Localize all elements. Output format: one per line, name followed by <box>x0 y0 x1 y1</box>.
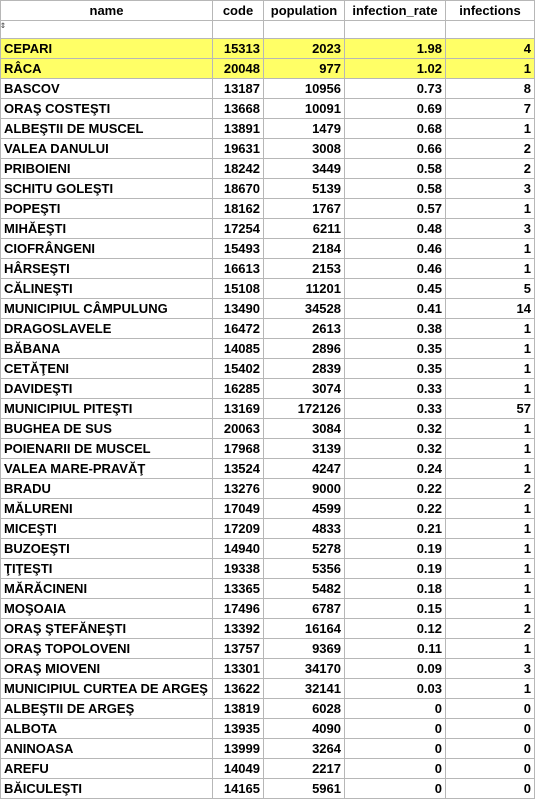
cell-code[interactable]: 15402 <box>213 359 264 379</box>
cell-infections[interactable]: 1 <box>446 319 535 339</box>
cell-code[interactable]: 14940 <box>213 539 264 559</box>
cell-population[interactable]: 2217 <box>264 759 345 779</box>
cell-infection-rate[interactable]: 0.11 <box>345 639 446 659</box>
cell-population[interactable]: 4247 <box>264 459 345 479</box>
cell-name[interactable]: ŢIŢEŞTI <box>1 559 213 579</box>
cell-infection-rate[interactable]: 0.35 <box>345 359 446 379</box>
cell-code[interactable]: 13392 <box>213 619 264 639</box>
table-row <box>1 679 535 699</box>
table-row <box>1 139 535 159</box>
cell-infection-rate[interactable]: 0.41 <box>345 299 446 319</box>
cell-infections[interactable]: 1 <box>446 679 535 699</box>
cell-infection-rate[interactable]: 0.22 <box>345 479 446 499</box>
cell-infection-rate[interactable]: 0 <box>345 719 446 739</box>
table-row <box>1 559 535 579</box>
table-row <box>1 639 535 659</box>
table-row <box>1 399 535 419</box>
cell-name[interactable]: BUZOEŞTI <box>1 539 213 559</box>
table-row <box>1 239 535 259</box>
table-row <box>1 179 535 199</box>
cell-name[interactable]: CĂLINEŞTI <box>1 279 213 299</box>
cell-code[interactable]: 14165 <box>213 779 264 799</box>
cell-code[interactable]: 13276 <box>213 479 264 499</box>
cell-infection-rate[interactable]: 0.48 <box>345 219 446 239</box>
table-row <box>1 79 535 99</box>
cell-infection-rate[interactable]: 0.69 <box>345 99 446 119</box>
cell-infection-rate[interactable]: 0.45 <box>345 279 446 299</box>
table-row <box>1 379 535 399</box>
cell-name[interactable]: RÂCA <box>1 59 213 79</box>
cell-infection-rate[interactable]: 0.15 <box>345 599 446 619</box>
cell-population[interactable]: 3264 <box>264 739 345 759</box>
cell-population[interactable]: 4599 <box>264 499 345 519</box>
row-resize-cursor: ⇕ <box>0 20 7 31</box>
cell-infections[interactable]: 0 <box>446 739 535 759</box>
cell-infections[interactable]: 1 <box>446 359 535 379</box>
cell-infection-rate[interactable]: 0.58 <box>345 179 446 199</box>
cell-code[interactable]: 15108 <box>213 279 264 299</box>
cell-infection-rate[interactable]: 0.03 <box>345 679 446 699</box>
cell-population[interactable]: 5278 <box>264 539 345 559</box>
cell-code[interactable]: 13187 <box>213 79 264 99</box>
cell-infections[interactable]: 2 <box>446 139 535 159</box>
table-row <box>1 59 535 79</box>
cell-infections[interactable]: 1 <box>446 499 535 519</box>
table-row <box>1 519 535 539</box>
cell-name[interactable]: CIOFRÂNGENI <box>1 239 213 259</box>
cell-code[interactable]: 18242 <box>213 159 264 179</box>
cell-code[interactable]: 13365 <box>213 579 264 599</box>
cell-name[interactable]: DAVIDEŞTI <box>1 379 213 399</box>
cell-name[interactable]: POPEŞTI <box>1 199 213 219</box>
cell-infections[interactable]: 0 <box>446 699 535 719</box>
cell-infections[interactable]: 8 <box>446 79 535 99</box>
header-infections[interactable]: infections <box>446 1 535 21</box>
cell-code[interactable]: 14049 <box>213 759 264 779</box>
cell-infections[interactable]: 2 <box>446 479 535 499</box>
cell-name[interactable]: MUNICIPIUL CÂMPULUNG <box>1 299 213 319</box>
cell-infection-rate[interactable]: 0.19 <box>345 539 446 559</box>
table-row <box>1 319 535 339</box>
cell-infection-rate[interactable]: 0.66 <box>345 139 446 159</box>
cell-infection-rate[interactable]: 1.02 <box>345 59 446 79</box>
cell-infections[interactable]: 1 <box>446 459 535 479</box>
cell-population[interactable]: 2839 <box>264 359 345 379</box>
cell-code[interactable]: 19631 <box>213 139 264 159</box>
cell-name[interactable]: HÂRSEŞTI <box>1 259 213 279</box>
cell-population[interactable]: 172126 <box>264 399 345 419</box>
cell-code[interactable]: 13891 <box>213 119 264 139</box>
cell-infection-rate[interactable]: 0.46 <box>345 259 446 279</box>
cell-infection-rate[interactable]: 0.18 <box>345 579 446 599</box>
cell-infections[interactable]: 0 <box>446 759 535 779</box>
table-row <box>1 439 535 459</box>
cell-code[interactable]: 17209 <box>213 519 264 539</box>
cell-infection-rate[interactable]: 0 <box>345 699 446 719</box>
cell-name[interactable]: ORAŞ MIOVENI <box>1 659 213 679</box>
cell-population[interactable]: 1479 <box>264 119 345 139</box>
cell-infection-rate[interactable]: 0 <box>345 779 446 799</box>
cell-code[interactable]: 13622 <box>213 679 264 699</box>
cell-population[interactable]: 32141 <box>264 679 345 699</box>
cell-population[interactable]: 5139 <box>264 179 345 199</box>
empty-row <box>1 21 535 39</box>
cell-code[interactable]: 17496 <box>213 599 264 619</box>
cell-population[interactable]: 5961 <box>264 779 345 799</box>
cell-infections[interactable]: 5 <box>446 279 535 299</box>
cell-infections[interactable]: 4 <box>446 39 535 59</box>
table-row <box>1 99 535 119</box>
cell-code[interactable]: 13668 <box>213 99 264 119</box>
cell-name[interactable]: BĂICULEŞTI <box>1 779 213 799</box>
cell-population[interactable]: 16164 <box>264 619 345 639</box>
cell-infection-rate[interactable]: 0 <box>345 759 446 779</box>
cell-population[interactable]: 10956 <box>264 79 345 99</box>
cell-population[interactable]: 4090 <box>264 719 345 739</box>
cell-infections[interactable]: 1 <box>446 579 535 599</box>
cell-population[interactable]: 3139 <box>264 439 345 459</box>
cell-infections[interactable]: 1 <box>446 439 535 459</box>
header-population[interactable]: population <box>264 1 345 21</box>
cell-name[interactable]: BASCOV <box>1 79 213 99</box>
cell-name[interactable]: MOŞOAIA <box>1 599 213 619</box>
cell-population[interactable]: 6211 <box>264 219 345 239</box>
cell-name[interactable]: AREFU <box>1 759 213 779</box>
cell-code[interactable]: 20063 <box>213 419 264 439</box>
cell-code[interactable]: 13935 <box>213 719 264 739</box>
cell-code[interactable]: 16613 <box>213 259 264 279</box>
table-row <box>1 339 535 359</box>
header-infection-rate[interactable]: infection_rate <box>345 1 446 21</box>
cell-population[interactable]: 3084 <box>264 419 345 439</box>
cell-infection-rate[interactable]: 1.98 <box>345 39 446 59</box>
cell-infections[interactable]: 57 <box>446 399 535 419</box>
cell-infections[interactable]: 1 <box>446 59 535 79</box>
cell-population[interactable]: 2153 <box>264 259 345 279</box>
cell-name[interactable]: BRADU <box>1 479 213 499</box>
table-row <box>1 219 535 239</box>
table-row <box>1 659 535 679</box>
cell-infection-rate[interactable]: 0.58 <box>345 159 446 179</box>
cell-infections[interactable]: 0 <box>446 719 535 739</box>
cell-name[interactable]: VALEA DANULUI <box>1 139 213 159</box>
table-row <box>1 359 535 379</box>
cell-population[interactable]: 9000 <box>264 479 345 499</box>
cell-infection-rate[interactable]: 0.12 <box>345 619 446 639</box>
cell-infections[interactable]: 1 <box>446 559 535 579</box>
cell-infection-rate[interactable]: 0.68 <box>345 119 446 139</box>
cell-infection-rate[interactable]: 0.73 <box>345 79 446 99</box>
cell-code[interactable]: 13999 <box>213 739 264 759</box>
cell-code[interactable]: 13301 <box>213 659 264 679</box>
cell-population[interactable]: 2613 <box>264 319 345 339</box>
cell-code[interactable]: 13524 <box>213 459 264 479</box>
cell-code[interactable]: 16472 <box>213 319 264 339</box>
cell-name[interactable]: MĂRĂCINENI <box>1 579 213 599</box>
cell-infections[interactable]: 1 <box>446 119 535 139</box>
cell-name[interactable]: ORAŞ TOPOLOVENI <box>1 639 213 659</box>
table-row <box>1 159 535 179</box>
cell-population[interactable]: 2896 <box>264 339 345 359</box>
cell-name[interactable]: MICEŞTI <box>1 519 213 539</box>
cell-name[interactable]: ALBEŞTII DE MUSCEL <box>1 119 213 139</box>
cell-population[interactable]: 6028 <box>264 699 345 719</box>
cell-infection-rate[interactable]: 0.09 <box>345 659 446 679</box>
cell-infections[interactable]: 1 <box>446 379 535 399</box>
cell-population[interactable]: 6787 <box>264 599 345 619</box>
cell-infection-rate[interactable]: 0.32 <box>345 419 446 439</box>
cell-infections[interactable]: 1 <box>446 599 535 619</box>
cell-infection-rate[interactable]: 0.24 <box>345 459 446 479</box>
empty-cell[interactable] <box>213 21 264 39</box>
cell-code[interactable]: 14085 <box>213 339 264 359</box>
cell-code[interactable]: 13169 <box>213 399 264 419</box>
cell-infection-rate[interactable]: 0.46 <box>345 239 446 259</box>
cell-name[interactable]: ORAŞ ŞTEFĂNEŞTI <box>1 619 213 639</box>
cell-name[interactable]: POIENARII DE MUSCEL <box>1 439 213 459</box>
cell-infection-rate[interactable]: 0.19 <box>345 559 446 579</box>
cell-infection-rate[interactable]: 0.33 <box>345 399 446 419</box>
cell-population[interactable]: 11201 <box>264 279 345 299</box>
cell-infection-rate[interactable]: 0.35 <box>345 339 446 359</box>
table-row <box>1 739 535 759</box>
table-row <box>1 459 535 479</box>
cell-name[interactable]: MIHĂEŞTI <box>1 219 213 239</box>
table-row <box>1 199 535 219</box>
cell-infections[interactable]: 1 <box>446 639 535 659</box>
cell-name[interactable]: ORAŞ COSTEŞTI <box>1 99 213 119</box>
empty-cell[interactable] <box>264 21 345 39</box>
cell-infections[interactable]: 1 <box>446 519 535 539</box>
cell-code[interactable]: 19338 <box>213 559 264 579</box>
cell-infection-rate[interactable]: 0.57 <box>345 199 446 219</box>
cell-code[interactable]: 17254 <box>213 219 264 239</box>
cell-infections[interactable]: 3 <box>446 179 535 199</box>
table-row <box>1 279 535 299</box>
cell-infection-rate[interactable]: 0.32 <box>345 439 446 459</box>
cell-infections[interactable]: 2 <box>446 619 535 639</box>
cell-code[interactable]: 18670 <box>213 179 264 199</box>
cell-name[interactable]: CEPARI <box>1 39 213 59</box>
cell-name[interactable]: PRIBOIENI <box>1 159 213 179</box>
header-code[interactable]: code <box>213 1 264 21</box>
cell-population[interactable]: 3008 <box>264 139 345 159</box>
cell-code[interactable]: 13490 <box>213 299 264 319</box>
cell-infections[interactable]: 3 <box>446 659 535 679</box>
cell-code[interactable]: 20048 <box>213 59 264 79</box>
table-row <box>1 779 535 799</box>
table-row <box>1 259 535 279</box>
cell-population[interactable]: 10091 <box>264 99 345 119</box>
header-row <box>1 1 535 21</box>
table-row <box>1 539 535 559</box>
empty-cell[interactable] <box>446 21 535 39</box>
cell-name[interactable]: VALEA MARE-PRAVĂŢ <box>1 459 213 479</box>
cell-name[interactable]: ALBEŞTII DE ARGEŞ <box>1 699 213 719</box>
cell-population[interactable]: 3074 <box>264 379 345 399</box>
cell-code[interactable]: 15493 <box>213 239 264 259</box>
cell-population[interactable]: 2184 <box>264 239 345 259</box>
cell-infections[interactable]: 2 <box>446 159 535 179</box>
cell-population[interactable]: 4833 <box>264 519 345 539</box>
cell-code[interactable]: 18162 <box>213 199 264 219</box>
cell-population[interactable]: 5482 <box>264 579 345 599</box>
table-row <box>1 479 535 499</box>
cell-name[interactable]: MĂLURENI <box>1 499 213 519</box>
cell-population[interactable]: 2023 <box>264 39 345 59</box>
cell-infection-rate[interactable]: 0.22 <box>345 499 446 519</box>
cell-population[interactable]: 1767 <box>264 199 345 219</box>
cell-name[interactable]: ANINOASA <box>1 739 213 759</box>
cell-infections[interactable]: 1 <box>446 539 535 559</box>
cell-code[interactable]: 17968 <box>213 439 264 459</box>
cell-population[interactable]: 5356 <box>264 559 345 579</box>
cell-name[interactable]: MUNICIPIUL CURTEA DE ARGEŞ <box>1 679 213 699</box>
cell-infections[interactable]: 1 <box>446 419 535 439</box>
cell-infection-rate[interactable]: 0.33 <box>345 379 446 399</box>
table-row <box>1 599 535 619</box>
table-row <box>1 719 535 739</box>
cell-name[interactable]: ALBOTA <box>1 719 213 739</box>
cell-infections[interactable]: 14 <box>446 299 535 319</box>
table-row <box>1 119 535 139</box>
cell-code[interactable]: 13757 <box>213 639 264 659</box>
table-row <box>1 39 535 59</box>
cell-infections[interactable]: 1 <box>446 339 535 359</box>
cell-infections[interactable]: 1 <box>446 259 535 279</box>
cell-name[interactable]: MUNICIPIUL PITEŞTI <box>1 399 213 419</box>
cell-name[interactable]: DRAGOSLAVELE <box>1 319 213 339</box>
table-row <box>1 579 535 599</box>
cell-code[interactable]: 17049 <box>213 499 264 519</box>
header-name[interactable]: name <box>1 1 213 21</box>
table-row <box>1 419 535 439</box>
cell-infection-rate[interactable]: 0.38 <box>345 319 446 339</box>
cell-infection-rate[interactable]: 0 <box>345 739 446 759</box>
cell-infection-rate[interactable]: 0.21 <box>345 519 446 539</box>
cell-population[interactable]: 34170 <box>264 659 345 679</box>
cell-name[interactable]: BĂBANA <box>1 339 213 359</box>
cell-code[interactable]: 16285 <box>213 379 264 399</box>
cell-code[interactable]: 13819 <box>213 699 264 719</box>
cell-population[interactable]: 3449 <box>264 159 345 179</box>
cell-infections[interactable]: 1 <box>446 239 535 259</box>
cell-name[interactable]: BUGHEA DE SUS <box>1 419 213 439</box>
table-row <box>1 499 535 519</box>
empty-cell[interactable] <box>345 21 446 39</box>
cell-infections[interactable]: 3 <box>446 219 535 239</box>
cell-code[interactable]: 15313 <box>213 39 264 59</box>
cell-population[interactable]: 9369 <box>264 639 345 659</box>
table-row <box>1 759 535 779</box>
cell-infections[interactable]: 7 <box>446 99 535 119</box>
table-row <box>1 619 535 639</box>
empty-cell[interactable] <box>1 21 213 39</box>
table-row <box>1 299 535 319</box>
table-row <box>1 699 535 719</box>
cell-infections[interactable]: 1 <box>446 199 535 219</box>
cell-name[interactable]: CETĂŢENI <box>1 359 213 379</box>
cell-name[interactable]: SCHITU GOLEŞTI <box>1 179 213 199</box>
cell-population[interactable]: 977 <box>264 59 345 79</box>
cell-population[interactable]: 34528 <box>264 299 345 319</box>
cell-infections[interactable]: 0 <box>446 779 535 799</box>
